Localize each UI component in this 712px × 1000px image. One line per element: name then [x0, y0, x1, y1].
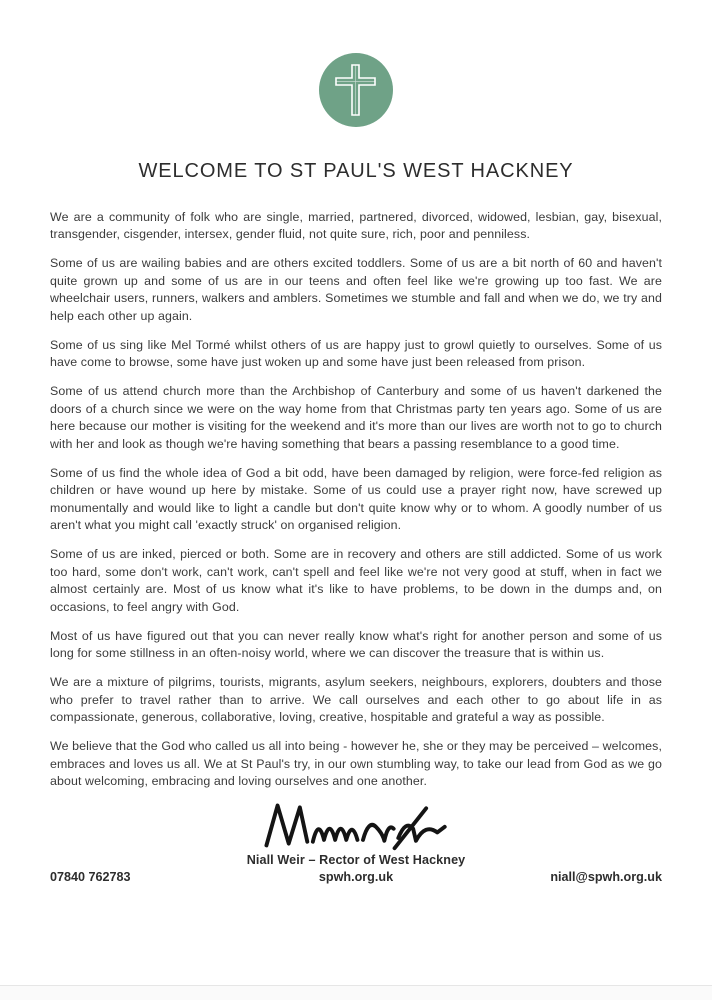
signature-container — [50, 799, 662, 851]
page-bottom-edge — [0, 985, 712, 1000]
footer — [50, 870, 662, 884]
page-title: WELCOME TO ST PAUL'S WEST HACKNEY — [138, 160, 574, 182]
logo-container — [50, 52, 662, 128]
paragraph-stillness: Most of us have figured out that you can never really know what's right for another person and some of us long for some stillness in an often-noisy world, where we can discover the treasure that is within us. — [50, 628, 662, 661]
paragraph-pilgrims: We are a mixture of pilgrims, tourists, migrants, asylum seekers, neighbours, explorers, doubters and those who prefer to travel rather than to arrive. We call ourselves and each other to go about life in as compassionate, generous, collaborative, loving, creative, hospitable and grateful a way as possible. — [50, 675, 662, 725]
paragraph-struggles: Some of us are inked, pierced or both. Some are in recovery and others are still addicted. Some of us work too hard, some don't work, can't work, can't spell and feel like we're not very good at stuff, when in fact we almost certainly are. Most of us know what it's like to have problems, to be down in the dumps and, on occasions, to feel angry with God. — [50, 547, 662, 614]
paragraph-doubt: Some of us find the whole idea of God a bit odd, have been damaged by religion, were force-fed religion as children or have wound up here by mistake. Some of us could use a prayer right now, have screwed up monumentally and would like to light a candle but don't quite know why or to whom. A goodly number of us aren't what you might call 'exactly struck' on organised religion. — [50, 465, 662, 533]
handwritten-signature — [254, 799, 459, 851]
paragraph-singing: Some of us sing like Mel Tormé whilst others of us are happy just to growl quietly to ourselves. Some of us have come to browse, some have just woken up and some have just been released from prison. — [50, 337, 662, 370]
letter-body — [50, 209, 662, 791]
rector-name-line: Niall Weir – Rector of West Hackney — [246, 852, 466, 867]
paragraph-churchgoing: Some of us attend church more than the Archbishop of Canterbury and some of us haven't darkened the doors of a church since we were on the way home from that Christmas party ten years ago. Some of us are here because our mother is visiting for the weekend and it's more than our lives are worth not to go to church with her and look as though we're having something that bears a passing resemblance to a good time. — [50, 384, 662, 451]
email-address: niall@spwh.org.uk — [550, 869, 662, 884]
paragraph-ages: Some of us are wailing babies and are others excited toddlers. Some of us are a bit north of 60 and haven't quite grown up and some of us are in our teens and often feel like we're growing up too fast. We are wheelchair users, runners, walkers and amblers. Sometimes we stumble and fall and when we do, we try and help each other up again. — [50, 256, 662, 323]
church-cross-logo-icon — [318, 52, 394, 128]
website-url: spwh.org.uk — [318, 869, 394, 884]
phone-number: 07840 762783 — [50, 869, 131, 884]
paragraph-belief: We believe that the God who called us all into being - however he, she or they may be perceived – welcomes, embraces and loves us all. We at St Paul's try, in our own stumbling way, to take our lead from God as we go about welcoming, embracing and loving ourselves and one another. — [50, 739, 662, 789]
paragraph-community: We are a community of folk who are single, married, partnered, divorced, widowed, lesbian, gay, bisexual, transgender, cisgender, intersex, gender fluid, not quite sure, rich, poor and penniless. — [50, 210, 662, 242]
